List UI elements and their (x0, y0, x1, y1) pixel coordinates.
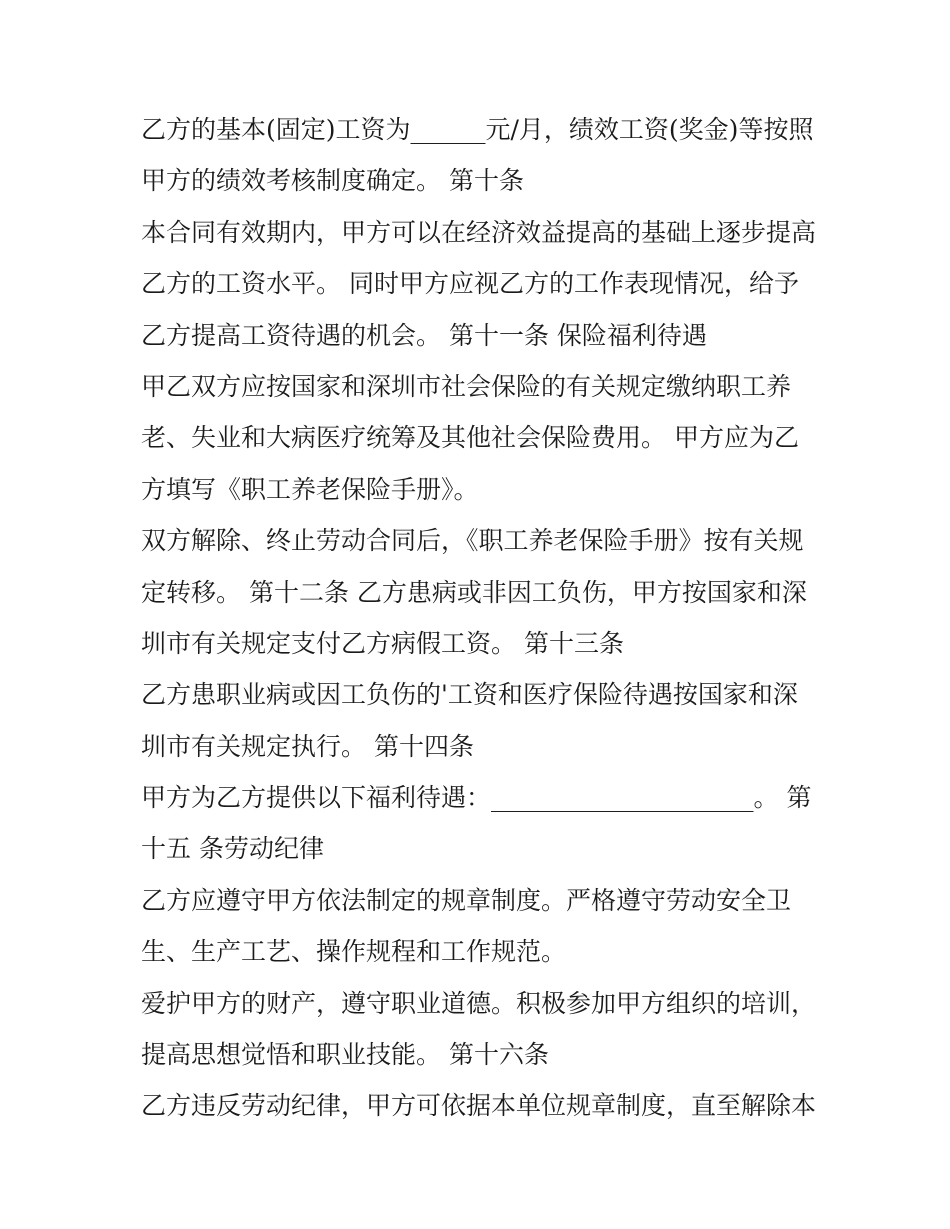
text-line: 十五 条劳动纪律 (141, 834, 324, 864)
contract-text (141, 104, 821, 1132)
text-line: 乙方违反劳动纪律，甲方可依据本单位规章制度，直至解除本 (141, 1091, 817, 1121)
text-line: 提高思想觉悟和职业技能。 第十六条 (141, 1040, 549, 1070)
text-line: 本合同有效期内，甲方可以在经济效益提高的基础上逐步提高 (141, 217, 817, 247)
text-line: 老、失业和大病医疗统筹及其他社会保险费用。 甲方应为乙 (141, 423, 799, 453)
text-line: 爱护甲方的财产，遵守职业道德。积极参加甲方组织的培训， (141, 988, 817, 1018)
text-line: 定转移。 第十二条 乙方患病或非因工负伤，甲方按国家和深 (141, 577, 807, 607)
text-line: 甲方的绩效考核制度确定。 第十条 (141, 166, 524, 196)
text-line: 生、生产工艺、操作规程和工作规范。 (141, 937, 567, 967)
text-line: 乙方提高工资待遇的机会。 第十一条 保险福利待遇 (141, 320, 707, 350)
text-line: 甲乙双方应按国家和深圳市社会保险的有关规定缴纳职工养 (141, 371, 792, 401)
text-line: 圳市有关规定支付乙方病假工资。 第十三条 (141, 628, 624, 658)
text-line: 乙方的工资水平。 同时甲方应视乙方的工作表现情况，给予 (141, 269, 799, 299)
text-line: 圳市有关规定执行。 第十四条 (141, 731, 474, 761)
text-line: 乙方患职业病或因工负伤的'工资和医疗保险待遇按国家和深 (141, 680, 798, 710)
text-line: 双方解除、终止劳动合同后，《职工养老保险手册》按有关规 (141, 526, 804, 556)
text-line: 方填写《职工养老保险手册》。 (141, 474, 479, 504)
text-line: 乙方应遵守甲方依法制定的规章制度。严格遵守劳动安全卫 (141, 885, 792, 915)
text-line: 乙方的基本(固定)工资为______元/月，绩效工资(奖金)等按照 (141, 115, 814, 144)
text-line: 甲方为乙方提供以下福利待遇：_____________________。 第 (141, 783, 812, 813)
